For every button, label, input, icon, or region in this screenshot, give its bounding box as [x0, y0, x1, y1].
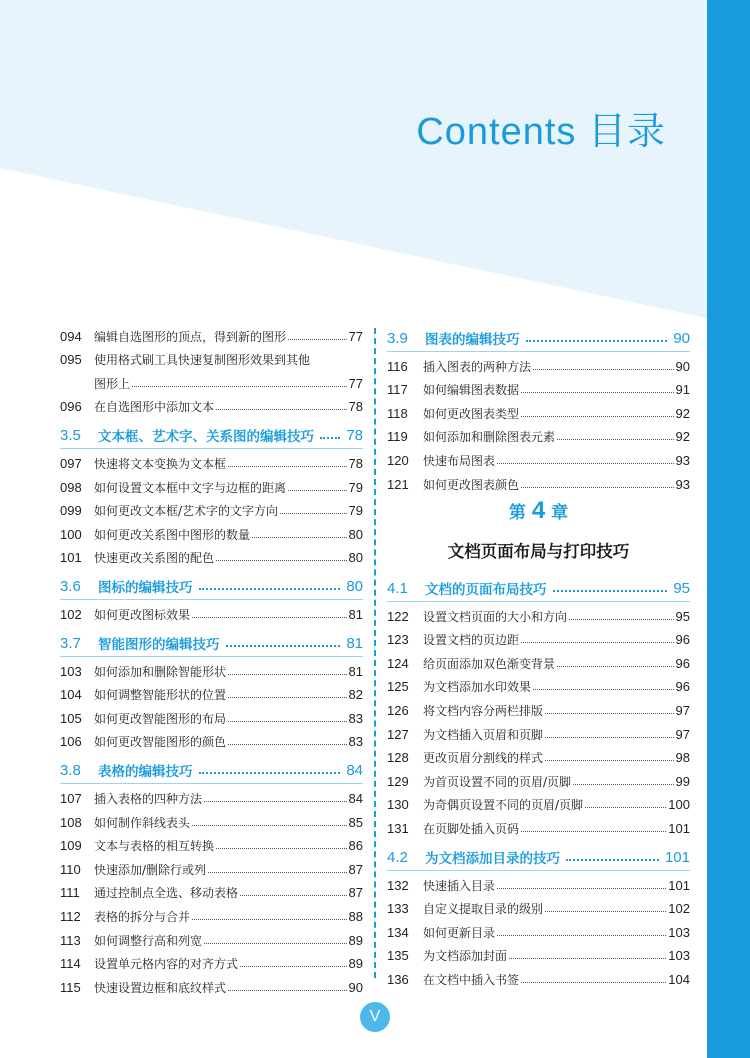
dot-leader — [288, 478, 347, 491]
toc-item[interactable] — [60, 524, 363, 544]
dot-leader — [252, 525, 347, 538]
item-title: 快速设置边框和底纹样式 — [94, 980, 227, 995]
dot-leader — [216, 548, 347, 561]
side-color-bar — [707, 0, 750, 1058]
item-number: 104 — [60, 687, 82, 703]
item-number: 109 — [60, 838, 82, 854]
item-page: 90 — [348, 979, 363, 995]
item-title: 插入表格的四种方法 — [94, 791, 203, 806]
section-underline — [387, 351, 690, 352]
section-number: 4.1 — [387, 579, 408, 597]
dot-leader — [228, 685, 347, 698]
dot-leader — [521, 970, 666, 983]
item-page: 99 — [675, 773, 690, 789]
section-page: 95 — [673, 579, 690, 597]
item-page: 96 — [675, 679, 690, 695]
header-background — [0, 0, 750, 320]
toc-item[interactable] — [60, 501, 363, 521]
item-title: 文本与表格的相互转换 — [94, 839, 215, 854]
item-number: 100 — [60, 526, 82, 542]
item-title: 如何添加和删除图表元素 — [423, 430, 556, 445]
item-title: 设置单元格内容的对齐方式 — [94, 957, 239, 972]
toc-item[interactable] — [60, 883, 363, 903]
toc-item[interactable] — [387, 630, 690, 650]
item-number: 096 — [60, 399, 82, 415]
dot-leader — [521, 404, 674, 417]
toc-item[interactable] — [387, 724, 690, 744]
item-number: 129 — [387, 773, 409, 789]
dot-leader — [216, 836, 347, 849]
toc-item[interactable] — [60, 788, 363, 808]
section-title: 智能图形的编辑技巧 — [98, 637, 220, 653]
toc-section[interactable] — [387, 576, 690, 600]
toc-item[interactable] — [60, 350, 363, 370]
item-title: 如何调整智能形状的位置 — [94, 688, 227, 703]
item-title: 快速布局图表 — [423, 453, 496, 468]
item-title: 为文档添加水印效果 — [423, 680, 532, 695]
item-number: 130 — [387, 797, 409, 813]
item-title: 快速添加/删除行或列 — [94, 862, 207, 877]
chapter-heading — [387, 497, 690, 525]
item-title: 如何编辑图表数据 — [423, 383, 520, 398]
toc-item[interactable] — [387, 427, 690, 447]
item-title: 在页脚处插入页码 — [423, 821, 520, 836]
dot-leader — [521, 475, 674, 488]
toc-item[interactable] — [387, 380, 690, 400]
toc-item[interactable] — [387, 922, 690, 942]
toc-item[interactable] — [387, 356, 690, 376]
item-number: 135 — [387, 948, 409, 964]
item-page: 80 — [348, 526, 363, 542]
section-number: 4.2 — [387, 848, 408, 866]
item-number: 126 — [387, 702, 409, 718]
dot-leader — [228, 662, 347, 675]
toc-item[interactable] — [387, 700, 690, 720]
item-page: 101 — [668, 820, 690, 836]
item-page: 97 — [675, 702, 690, 718]
chapter-suffix: 章 — [551, 503, 569, 523]
toc-item[interactable] — [387, 474, 690, 494]
dot-leader — [204, 789, 347, 802]
item-title: 如何设置文本框中文字与边框的距离 — [94, 480, 287, 495]
item-page: 86 — [348, 838, 363, 854]
item-page: 97 — [675, 726, 690, 742]
toc-item[interactable] — [60, 812, 363, 832]
item-number: 134 — [387, 924, 409, 940]
item-title: 如何更改图表颜色 — [423, 477, 520, 492]
toc-item[interactable] — [387, 771, 690, 791]
item-number: 128 — [387, 750, 409, 766]
item-number: 111 — [60, 885, 80, 901]
section-title: 文本框、艺术字、关系图的编辑技巧 — [98, 429, 314, 446]
item-number: 115 — [60, 979, 81, 995]
dot-leader — [226, 633, 341, 647]
item-page: 93 — [675, 452, 690, 468]
item-title: 如何更改图标效果 — [94, 607, 191, 622]
toc-item[interactable] — [387, 450, 690, 470]
item-number: 127 — [387, 726, 409, 742]
item-number: 107 — [60, 790, 82, 806]
item-number: 106 — [60, 734, 82, 750]
item-number: 124 — [387, 655, 409, 671]
toc-item[interactable] — [60, 977, 363, 997]
dot-leader — [497, 876, 666, 889]
dot-leader — [545, 748, 674, 761]
item-number: 105 — [60, 710, 82, 726]
toc-item[interactable] — [60, 604, 363, 624]
item-title: 将文档内容分两栏排版 — [423, 703, 544, 718]
toc-item[interactable] — [60, 397, 363, 417]
item-number: 119 — [387, 429, 408, 445]
item-title: 为奇偶页设置不同的页眉/页脚 — [423, 798, 584, 813]
page-number-badge: V — [360, 1002, 390, 1032]
item-number: 133 — [387, 901, 409, 917]
section-page: 84 — [346, 761, 363, 779]
item-page: 81 — [348, 663, 363, 679]
item-title: 设置文档的页边距 — [423, 633, 520, 648]
item-page: 92 — [675, 429, 690, 445]
item-page: 89 — [348, 932, 363, 948]
item-page: 90 — [675, 358, 690, 374]
item-page: 87 — [348, 861, 363, 877]
dot-leader — [240, 883, 347, 896]
column-divider — [374, 328, 376, 978]
chapter-prefix: 第 — [508, 503, 526, 523]
item-number: 118 — [387, 405, 408, 421]
item-title: 如何更改图表类型 — [423, 406, 520, 421]
item-number: 120 — [387, 452, 409, 468]
item-title: 如何更改文本框/艺术字的文字方向 — [94, 504, 279, 519]
toc-item[interactable] — [60, 548, 363, 568]
section-title: 图标的编辑技巧 — [98, 580, 193, 597]
toc-item[interactable] — [60, 453, 363, 473]
toc-item[interactable] — [60, 954, 363, 974]
item-page: 102 — [668, 901, 690, 917]
toc-item[interactable] — [387, 653, 690, 673]
dot-leader — [320, 425, 340, 439]
item-title: 为首页设置不同的页眉/页脚 — [423, 774, 572, 789]
toc-item[interactable] — [387, 606, 690, 626]
dot-leader — [204, 931, 347, 944]
item-number: 110 — [60, 861, 81, 877]
item-number: 123 — [387, 632, 409, 648]
toc-section[interactable] — [60, 758, 363, 782]
item-number: 095 — [60, 352, 82, 368]
item-page: 79 — [348, 503, 363, 519]
item-title: 图形上 — [94, 376, 131, 391]
item-page: 91 — [675, 382, 690, 398]
toc-item[interactable] — [387, 969, 690, 989]
item-number: 094 — [60, 328, 82, 344]
chapter-title: 文档页面布局与打印技巧 — [447, 542, 630, 561]
item-title: 通过控制点全选、移动表格 — [94, 886, 239, 901]
item-title: 快速更改关系图的配色 — [94, 551, 215, 566]
item-page: 78 — [348, 455, 363, 471]
item-number: 121 — [387, 476, 409, 492]
dot-leader — [533, 677, 674, 690]
section-underline — [60, 656, 363, 657]
item-title: 如何更改智能图形的布局 — [94, 711, 227, 726]
dot-leader — [497, 923, 666, 936]
item-number: 136 — [387, 971, 409, 987]
item-title: 设置文档页面的大小和方向 — [423, 609, 568, 624]
item-title: 如何制作斜线表头 — [94, 815, 191, 830]
toc-item[interactable] — [387, 748, 690, 768]
section-page: 101 — [664, 848, 690, 866]
item-number: 122 — [387, 608, 409, 624]
toc-item[interactable] — [60, 906, 363, 926]
item-page: 79 — [348, 479, 363, 495]
item-page: 77 — [348, 375, 363, 391]
dot-leader — [557, 654, 674, 667]
item-page: 85 — [348, 814, 363, 830]
item-title: 如何更改关系图中图形的数量 — [94, 527, 251, 542]
toc-item[interactable] — [387, 946, 690, 966]
item-title: 在文档中插入书签 — [423, 972, 520, 987]
item-page: 100 — [668, 797, 690, 813]
dot-leader — [569, 607, 674, 620]
item-page: 78 — [348, 399, 363, 415]
item-page: 88 — [348, 908, 363, 924]
dot-leader — [521, 819, 666, 832]
item-title: 为文档插入页眉和页脚 — [423, 727, 544, 742]
dot-leader — [509, 946, 666, 959]
item-page: 101 — [668, 877, 690, 893]
item-number: 102 — [60, 606, 82, 622]
item-title: 更改页眉分割线的样式 — [423, 751, 544, 766]
item-number: 114 — [60, 956, 81, 972]
item-page: 81 — [348, 606, 363, 622]
toc-item[interactable] — [60, 708, 363, 728]
item-number: 125 — [387, 679, 409, 695]
toc-item[interactable] — [387, 818, 690, 838]
dot-leader — [280, 501, 346, 514]
toc-item[interactable] — [387, 677, 690, 697]
section-page: 80 — [346, 577, 363, 595]
toc-item[interactable] — [60, 930, 363, 950]
dot-leader — [240, 954, 347, 967]
item-title: 编辑自选图形的顶点，得到新的图形 — [94, 329, 287, 344]
toc-item[interactable] — [387, 899, 690, 919]
section-number: 3.8 — [60, 761, 81, 779]
section-underline — [60, 448, 363, 449]
item-title: 如何添加和删除智能形状 — [94, 664, 227, 679]
item-page: 80 — [348, 550, 363, 566]
item-page: 95 — [675, 608, 690, 624]
dot-leader — [199, 760, 341, 774]
toc-item[interactable] — [60, 859, 363, 879]
item-number: 108 — [60, 814, 82, 830]
item-page: 87 — [348, 885, 363, 901]
item-page: 103 — [668, 924, 690, 940]
dot-leader — [573, 772, 673, 785]
toc-section[interactable] — [60, 631, 363, 655]
dot-leader — [545, 899, 666, 912]
dot-leader — [557, 427, 674, 440]
section-number: 3.6 — [60, 577, 81, 595]
dot-leader — [526, 328, 668, 342]
item-title: 如何更改智能图形的颜色 — [94, 735, 227, 750]
toc-item-continuation[interactable] — [60, 373, 363, 393]
item-title: 为文档添加封面 — [423, 949, 508, 964]
item-title: 表格的拆分与合并 — [94, 909, 191, 924]
toc-item[interactable] — [60, 326, 363, 346]
section-page: 90 — [673, 329, 690, 347]
section-page: 81 — [346, 634, 363, 652]
item-page: 92 — [675, 405, 690, 421]
dot-leader — [585, 795, 666, 808]
item-page: 103 — [668, 948, 690, 964]
item-title: 自定义提取目录的级别 — [423, 902, 544, 917]
toc-item[interactable] — [387, 875, 690, 895]
section-title: 文档的页面布局技巧 — [425, 582, 547, 598]
dot-leader — [566, 847, 659, 861]
section-number: 3.5 — [60, 426, 81, 444]
dot-leader — [521, 380, 674, 393]
item-page: 93 — [675, 476, 690, 492]
item-page: 96 — [675, 655, 690, 671]
item-number: 131 — [387, 820, 409, 836]
section-number: 3.7 — [60, 634, 81, 652]
toc-item[interactable] — [60, 685, 363, 705]
section-underline — [60, 783, 363, 784]
dot-leader — [208, 860, 346, 873]
item-number: 103 — [60, 663, 82, 679]
section-title: 为文档添加目录的技巧 — [425, 851, 560, 867]
section-underline — [387, 870, 690, 871]
toc-section[interactable] — [387, 845, 690, 869]
dot-leader — [228, 732, 347, 745]
item-number: 132 — [387, 877, 409, 893]
item-title: 快速插入目录 — [423, 878, 496, 893]
dot-leader — [228, 454, 347, 467]
dot-leader — [199, 576, 341, 590]
dot-leader — [533, 357, 674, 370]
toc-item[interactable] — [60, 732, 363, 752]
item-title: 在自选图形中添加文本 — [94, 400, 215, 415]
item-page: 98 — [675, 750, 690, 766]
dot-leader — [216, 397, 347, 410]
chapter-number: 4 — [531, 497, 546, 524]
item-page: 89 — [348, 956, 363, 972]
toc-item[interactable] — [387, 403, 690, 423]
item-title: 快速将文本变换为文本框 — [94, 456, 227, 471]
item-title: 使用格式刷工具快速复制图形效果到其他 — [94, 353, 311, 368]
item-page: 77 — [348, 328, 363, 344]
dot-leader — [192, 813, 347, 826]
item-number: 101 — [60, 550, 82, 566]
dot-leader — [545, 701, 674, 714]
dot-leader — [192, 605, 347, 618]
dot-leader — [132, 374, 347, 387]
dot-leader — [288, 327, 347, 340]
toc-item[interactable] — [60, 477, 363, 497]
item-page: 84 — [348, 790, 363, 806]
item-page: 82 — [348, 687, 363, 703]
toc-section[interactable] — [60, 574, 363, 598]
section-number: 3.9 — [387, 329, 408, 347]
toc-section[interactable] — [60, 423, 363, 447]
dot-leader — [192, 907, 347, 920]
item-page: 96 — [675, 632, 690, 648]
item-number: 113 — [60, 932, 81, 948]
toc-item[interactable] — [60, 836, 363, 856]
section-title: 图表的编辑技巧 — [425, 332, 520, 348]
item-number: 112 — [60, 908, 81, 924]
item-page: 83 — [348, 710, 363, 726]
item-number: 116 — [387, 358, 408, 374]
toc-item[interactable] — [387, 795, 690, 815]
section-page: 78 — [346, 426, 363, 444]
item-number: 099 — [60, 503, 82, 519]
section-title: 表格的编辑技巧 — [98, 764, 193, 781]
dot-leader — [521, 630, 674, 643]
item-number: 098 — [60, 479, 82, 495]
dot-leader — [497, 451, 674, 464]
item-number: 117 — [387, 382, 408, 398]
toc-item[interactable] — [60, 661, 363, 681]
item-page: 104 — [668, 971, 690, 987]
item-title: 插入图表的两种方法 — [423, 359, 532, 374]
item-number: 097 — [60, 455, 82, 471]
item-title: 给页面添加双色渐变背景 — [423, 656, 556, 671]
dot-leader — [545, 725, 674, 738]
item-page: 83 — [348, 734, 363, 750]
item-title: 如何更新目录 — [423, 925, 496, 940]
toc-section[interactable] — [387, 326, 690, 350]
dot-leader — [228, 709, 347, 722]
item-title: 如何调整行高和列宽 — [94, 933, 203, 948]
section-underline — [60, 599, 363, 600]
dot-leader — [228, 978, 347, 991]
dot-leader — [553, 578, 668, 592]
page-title: Contents 目录 — [416, 111, 666, 153]
section-underline — [387, 601, 690, 602]
